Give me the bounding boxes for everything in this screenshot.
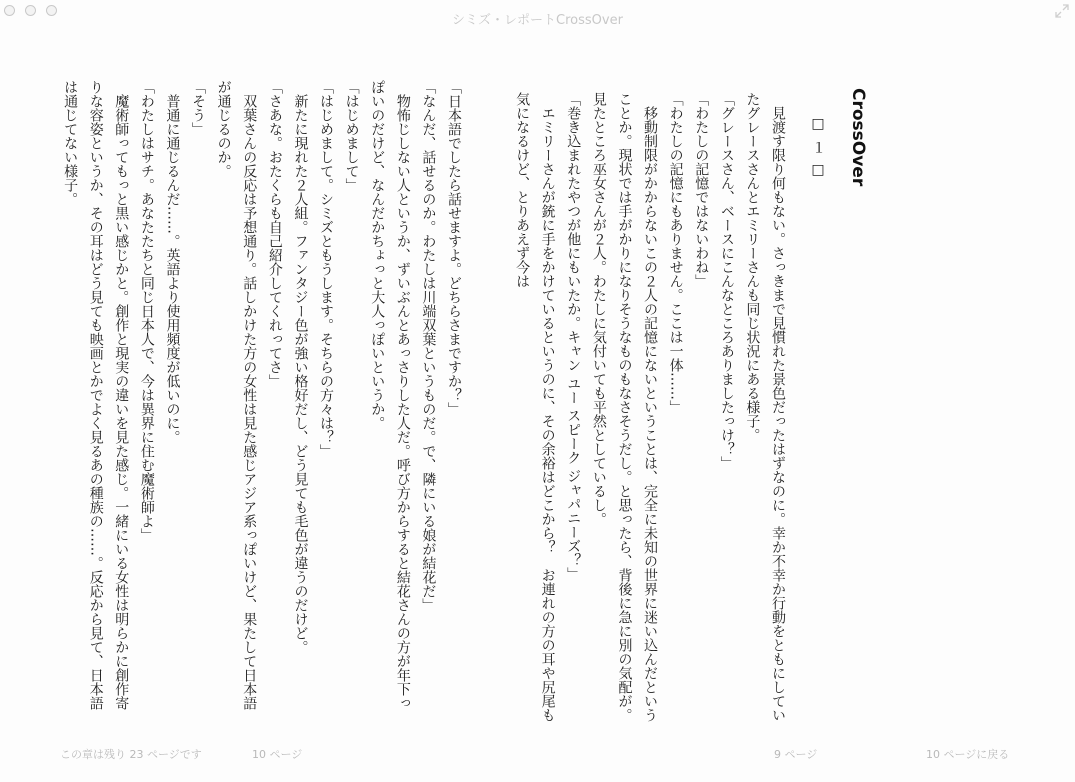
paragraph: 「グレースさん、ベースにこんなところありましたっけ？」: [718, 92, 735, 470]
title-bar: [0, 0, 1075, 34]
paragraph: 普通に通じるんだ……。英語より使用頻度が低いのに。: [164, 80, 181, 444]
paragraph: 物怖じしない人というか、ずいぶんとあっさりした人だ。呼び方からすると結花さんの方が年下っぽいのだけど、なんだかちょっと大人っぽいというか。: [369, 80, 411, 710]
left-page: [62, 78, 466, 718]
paragraph: 「そう」: [190, 80, 207, 136]
right-page: [514, 78, 868, 722]
paragraph: 魔術師ってもっと黒い感じかと。創作と現実の違いを見た感じ。一緒にいる女性は明らかに創作寄りな容姿というか、その耳はどう見ても映画とかでよく見るあの種族の……。反応から見て、日本語は通じてない様子。: [62, 80, 130, 710]
paragraph: 見渡す限り何もない。さっきまで見慣れた景色だったはずなのに。幸か不幸か行動をともにしていたグレースさんとエミリーさんも同じ状況にある様子。: [744, 92, 786, 722]
paragraph: 「はじめまして。シミズともうします。そちらの方々は？」: [318, 80, 335, 458]
paragraph: 「なんだ、話せるのか。わたしは川端双葉というものだ。で、隣にいる娘が結花だ」: [420, 80, 437, 612]
paragraph: 「わたしの記憶にもありません。ここは一体……」: [667, 92, 684, 414]
right-page-number: 9 ページ: [774, 748, 818, 761]
window-title: シミズ・レポートCrossOver: [452, 13, 623, 28]
paragraph: 「わたしの記憶ではないわね」: [693, 92, 710, 288]
paragraph: 「さあな。おたくらも自己紹介してくれってさ」: [266, 80, 283, 388]
section-mark: □１□: [810, 116, 826, 186]
paragraph: 双葉さんの反応は予想通り。話しかけた方の女性は見た感じアジア系っぽいけど、果たして日本語が通じるのか。: [215, 80, 258, 710]
paragraph: 「はじめまして」: [343, 80, 360, 192]
fullscreen-icon[interactable]: [1055, 4, 1069, 18]
left-page-number: 10 ページ: [252, 748, 303, 761]
paragraph: 移動制限がかからないこの２人の記憶にないということは、完全に未知の世界に迷い込んだということか。現状では手がかりになりそうなものもなさそうだし。と思ったら、背後に急に別の気配が。見たところ巫女さんが２人。わたしに気付いても平然としているし。: [590, 92, 659, 722]
paragraph: 新たに現れた２人組。ファンタジー色が強い格好だし、どう見ても毛色が違うのだけど。: [292, 80, 309, 654]
right-page-text: [514, 92, 790, 732]
left-page-text: [62, 80, 466, 720]
paragraph: 「わたしはサチ。あなたたちと同じ日本人で、今は異界に住む魔術師よ」: [138, 80, 155, 542]
chapter-remaining-label: この章は残り 23 ページです: [60, 748, 202, 761]
reader-footer: [0, 746, 1075, 762]
paragraph: 「日本語でしたら話せますよ。どちらさまですか？」: [446, 80, 462, 416]
back-to-page-link[interactable]: 10 ページに戻る: [926, 748, 1010, 761]
paragraph: 「巻き込まれたやつが他にもいたか。キャン ユー スピーク ジャパニーズ？」: [565, 92, 582, 582]
chapter-title: CrossOver: [848, 88, 868, 187]
paragraph: エミリーさんが銃に手をかけているというのに、その余裕はどこから？ お連れの方の耳や尻尾も気になるけど、とりあえず今は: [514, 92, 556, 722]
